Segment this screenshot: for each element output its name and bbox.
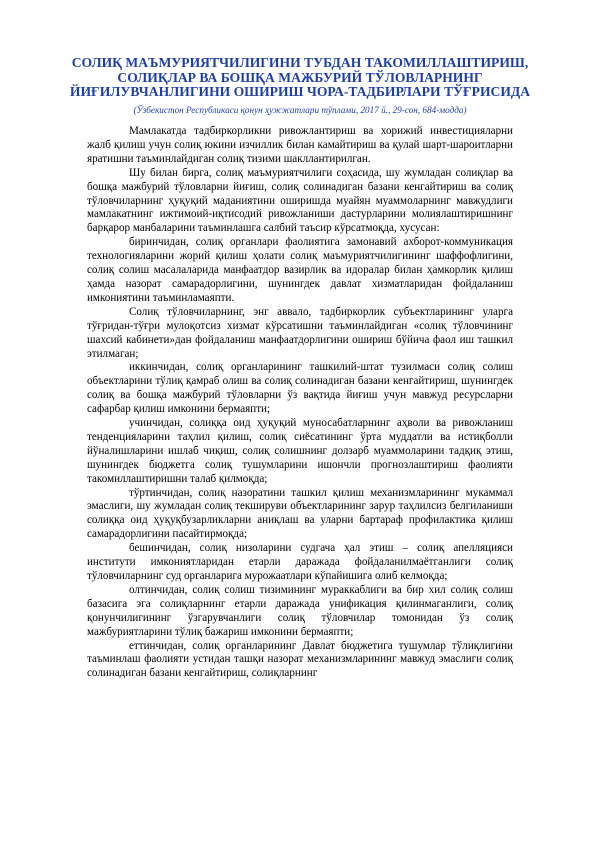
- document-source: (Ўзбекистон Республикаси қонун ҳужжатлари тўплами, 2017 й., 29-сон, 684-модда): [133, 105, 467, 115]
- paragraph: Шу билан бирга, солиқ маъмуриятчилиги соҳасида, шу жумладан солиқлар ва бошқа мажбурий тўловларни йиғиш, солиқ солинадиган базани кенгайтириш ва солиқ тўловчиларнинг ҳуқуқий маданиятини оширишда муайян муаммоларнинг мавжудлиги мамлакатнинг ижтимоий-иқтисодий ривожланиши дастурларини молиялаштиришнинг барқарор манбаларини таъминлашга салбий таъсир кўрсатмоқда, хусусан:: [87, 166, 513, 235]
- paragraph: учинчидан, солиққа оид ҳуқуқий муносабатларнинг аҳволи ва ривожланиш тенденцияларини таҳлил қилиш, солиқ сиёсатининг ўрта муддатли ва истиқболли йўналишларини ишлаб чиқиш, солиқ солишнинг долзарб муаммоларини тадқиқ этиш, шунингдек бюджетга солиқ тушумларини ишончли прогнозлаштириш фаолияти такомиллаштиришни талаб қилмоқда;: [87, 417, 513, 485]
- paragraph: Солиқ тўловчиларнинг, энг аввало, тадбиркорлик субъектларининг уларга тўғридан-тўғри мулоқотсиз хизмат кўрсатишни таъминлайдиган «солиқ тўловчининг шахсий кабинети»дан фойдаланиш манфаатдорлигини ошириш бўйича фаол иш ташкил этилмаган;: [87, 305, 513, 360]
- paragraph: еттинчидан, солиқ органларининг Давлат бюджетига тушумлар тўлиқлигини таъминлаш фаолияти устидан ташқи назорат механизмларининг мавжуд эмаслиги солиқ солинадиган базани кенгайтириш, солиқларнинг: [87, 639, 513, 680]
- paragraph: иккинчидан, солиқ органларининг ташкилий-штат тузилмаси солиқ солиш объектларини тўлиқ қамраб олиш ва солиқ солинадиган базани кенгайтириш, шунингдек солиқ ва бошқа мажбурий тўловларни ўз вақтида йиғиш учун мавжуд ресурсларни сафарбар қилиш имконини бермаяпти;: [87, 361, 513, 416]
- document-body: [87, 125, 513, 681]
- paragraph: олтинчидан, солиқ солиш тизимининг мураккаблиги ва бир хил солиқ солиш базасига эга солиқларнинг етарли даражада унификация қилинмаганлиги, солиқ қонунчилигининг ўзгарувчанлиги солиқ тўловчилар томонидан ўз солиқ мажбуриятларини тўлиқ бажариш имконини бермаяпти;: [87, 583, 513, 638]
- paragraph: биринчидан, солиқ органлари фаолиятига замонавий ахборот-коммуникация технологияларини жорий қилиш ҳолати солиқ маъмуриятчилигининг шаффофлигини, солиқ солиш масалаларида манфаатдор вазирлик ва идоралар билан ҳамкорлик қилиш ҳамда назорат самарадорлигини, шунингдек давлат хизматларидан фойдаланиш имкониятини таъминламаяпти.: [87, 236, 513, 304]
- paragraph: Мамлакатда тадбиркорликни ривожлантириш ва хорижий инвестицияларни жалб қилиш учун солиқ юкини изчиллик билан камайтириш ва қулай шарт-шароитларни яратишни таъминлайдиган солиқ тизими шакллантирилган.: [87, 125, 513, 165]
- paragraph: бешинчидан, солиқ низоларини судгача ҳал этиш – солиқ апелляцияси институти имкониятларидан етарли даражада фойдаланилмаётганлиги солиқ тўловчиларнинг суд органларига мурожаатлари кўпайишига олиб келмоқда;: [87, 542, 513, 582]
- paragraph: тўртинчидан, солиқ назоратини ташкил қилиш механизмларининг мукаммал эмаслиги, шу жумладан солиқ текшируви объектларининг зарур таҳлилсиз белгиланиши солиққа оид ҳуқуқбузарликларни аниқлаш ва уларни бартараф профилактика қилиш самарадорлигини пасайтирмоқда;: [87, 486, 513, 541]
- document-title: СОЛИҚ МАЪМУРИЯТЧИЛИГИНИ ТУБДАН ТАКОМИЛЛАШТИРИШ, СОЛИҚЛАР ВА БОШҚА МАЖБУРИЙ ТЎЛОВЛАРНИНГ ЙИҒИЛУВЧАНЛИГИНИ ОШИРИШ ЧОРА-ТАДБИРЛАРИ ТЎҒРИСИДА: [69, 55, 531, 99]
